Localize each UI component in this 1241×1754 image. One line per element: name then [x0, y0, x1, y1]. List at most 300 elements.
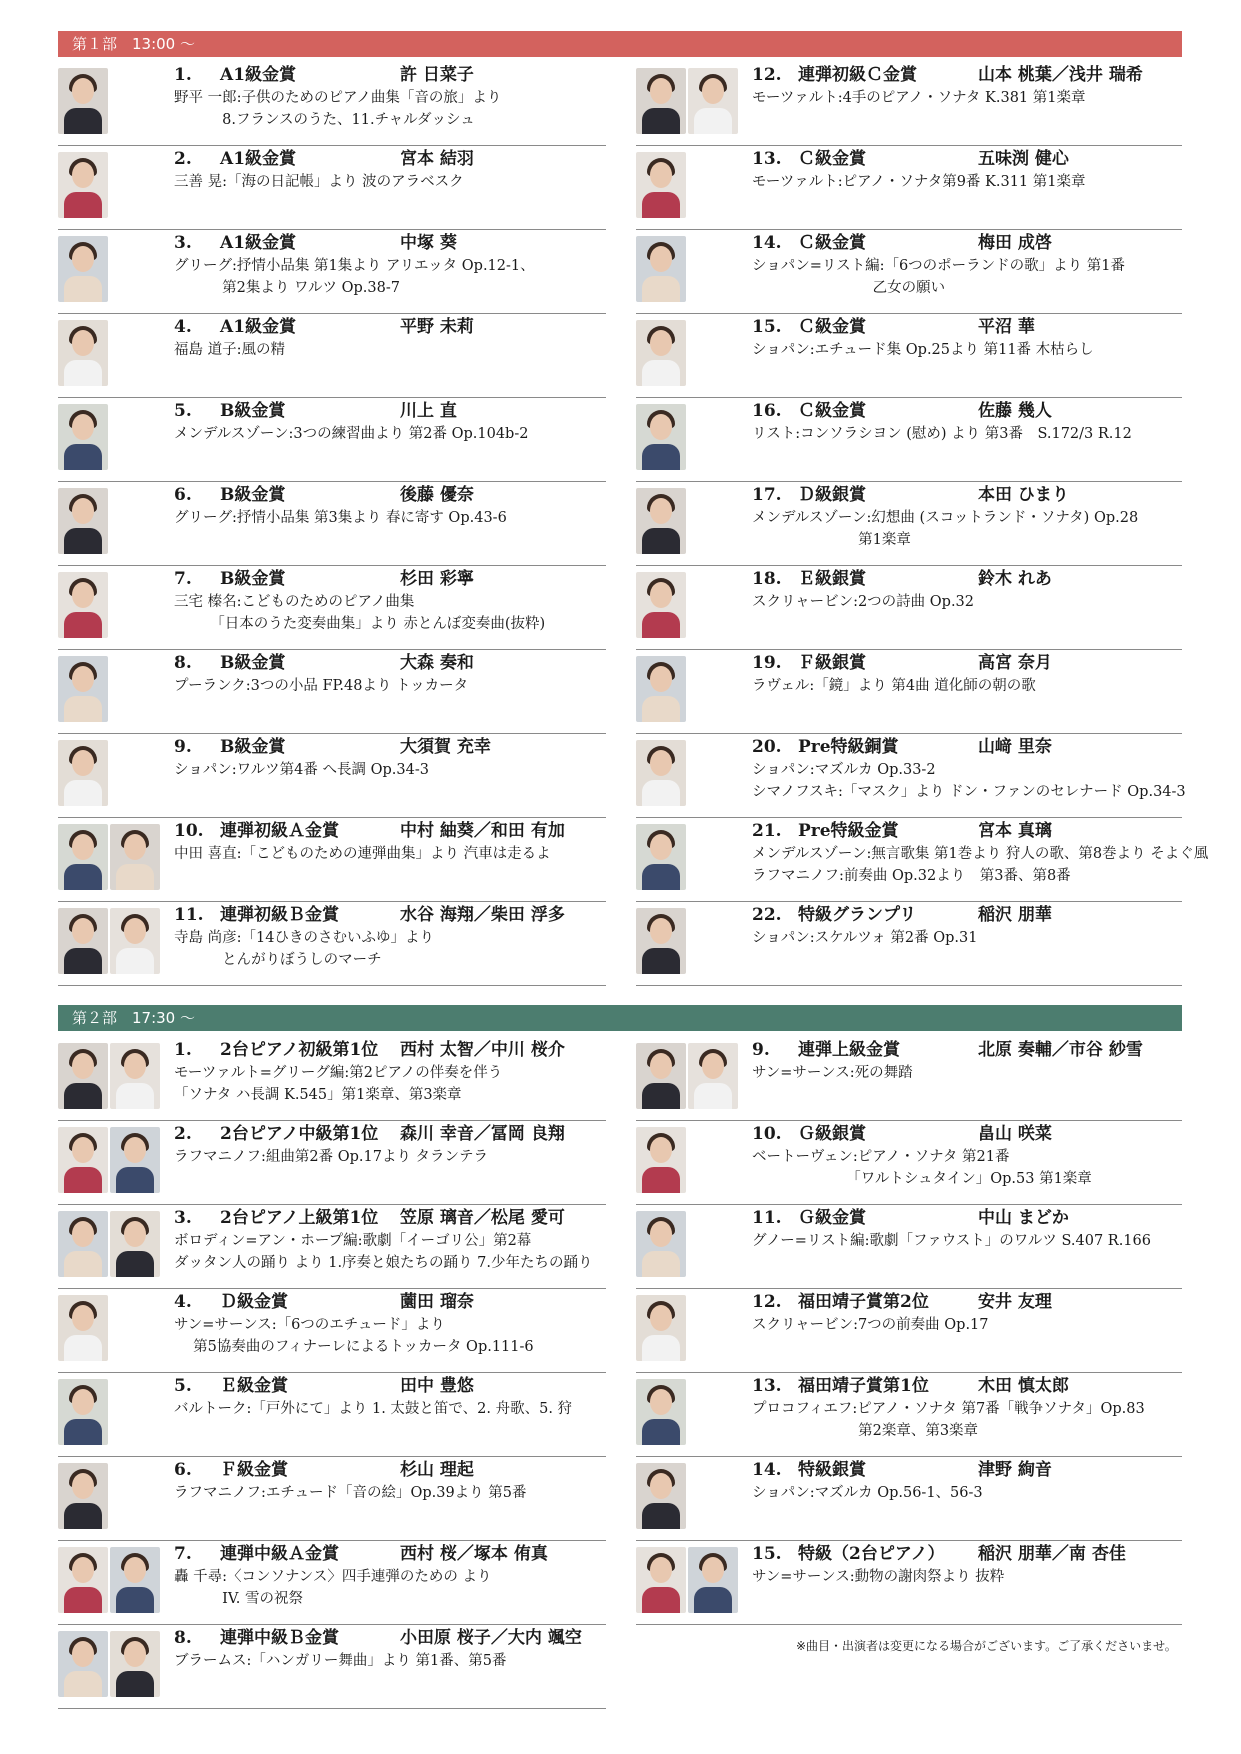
award-title: Ｃ級金賞 — [798, 149, 866, 169]
performer-photo — [58, 740, 108, 806]
award-title: Ｄ級金賞 — [220, 1292, 288, 1312]
performer-name: 鈴木 れあ — [978, 569, 1052, 589]
performer-photo — [636, 404, 686, 470]
entry-heading — [752, 1038, 1143, 1062]
performer-photo — [110, 1631, 160, 1697]
performer-photo — [58, 320, 108, 386]
piece-line: 福島 道子:風の精 — [174, 342, 285, 358]
footer-note: ※曲目・出演者は変更になる場合がございます。ご了承くださいませ。 — [796, 1639, 1177, 1653]
program-entry — [58, 902, 606, 986]
program-entry — [636, 398, 1182, 482]
entry-heading — [174, 735, 491, 759]
entry-heading — [752, 63, 1143, 87]
performer-name: 水谷 海翔／柴田 浮多 — [400, 905, 565, 925]
piece-line: シマノフスキ:「マスク」より ドン・ファンのセレナード Op.34-3 — [752, 784, 1186, 800]
performer-photo — [688, 68, 738, 134]
piece-line: メンデルスゾーン:幻想曲 (スコットランド・ソナタ) Op.28 — [752, 510, 1139, 526]
performer-name: 西村 太智／中川 桜介 — [400, 1040, 565, 1060]
performer-name: 本田 ひまり — [978, 485, 1069, 505]
program-entry — [58, 482, 606, 566]
performer-photo — [110, 824, 160, 890]
award-title: 連弾初級Ｂ金賞 — [220, 905, 339, 925]
performer-photo — [58, 1631, 108, 1697]
performer-name: 宮本 真璃 — [978, 821, 1052, 841]
performer-photos — [58, 404, 108, 470]
piece-line: ショパン:スケルツォ 第2番 Op.31 — [752, 930, 978, 946]
entry-heading — [174, 483, 507, 507]
entry-heading — [752, 819, 1208, 843]
award-title: 連弾初級Ａ金賞 — [220, 821, 339, 841]
award-title: 2台ピアノ中級第1位 — [220, 1124, 379, 1144]
piece-line: 三善 晃:「海の日記帳」より 波のアラベスク — [174, 174, 464, 190]
performer-name: 森川 幸音／冨岡 良翔 — [400, 1124, 565, 1144]
performer-photo — [636, 1295, 686, 1361]
performer-photos — [58, 824, 160, 890]
performer-name: 畠山 咲菜 — [978, 1124, 1052, 1144]
entry-number: 3. — [174, 1208, 192, 1228]
performer-photo — [636, 1043, 686, 1109]
award-title: Ｃ級金賞 — [798, 233, 866, 253]
piece-line: ベートーヴェン:ピアノ・ソナタ 第21番 — [752, 1149, 1010, 1165]
piece-line: プロコフィエフ:ピアノ・ソナタ 第7番「戦争ソナタ」Op.83 — [752, 1401, 1145, 1417]
piece-line: 第5協奏曲のフィナーレによるトッカータ Op.111-6 — [174, 1339, 534, 1355]
entry-number: 15. — [752, 317, 782, 337]
program-entry — [58, 398, 606, 482]
entry-heading — [752, 1206, 1151, 1230]
award-title: Ｇ級金賞 — [798, 1208, 866, 1228]
performer-photo — [58, 1043, 108, 1109]
entry-number: 16. — [752, 401, 782, 421]
performer-photos — [58, 320, 108, 386]
award-title: 2台ピアノ初級第1位 — [220, 1040, 379, 1060]
performer-photos — [636, 572, 686, 638]
entry-heading — [174, 1458, 527, 1482]
piece-line: モーツァルト=グリーグ編:第2ピアノの伴奏を伴う — [174, 1065, 503, 1081]
performer-name: 西村 桜／塚本 侑真 — [400, 1544, 548, 1564]
piece-line: プーランク:3つの小品 FP.48より トッカータ — [174, 678, 469, 694]
entry-number: 20. — [752, 737, 782, 757]
entry-heading — [752, 399, 1132, 423]
piece-line: バルトーク:「戸外にて」より 1. 太鼓と笛で、2. 舟歌、5. 狩 — [174, 1401, 573, 1417]
entry-heading — [174, 1542, 548, 1566]
entry-heading — [174, 1038, 565, 1062]
program-entry — [58, 734, 606, 818]
piece-line: ラヴェル:「鏡」より 第4曲 道化師の朝の歌 — [752, 678, 1036, 694]
performer-photo — [110, 1043, 160, 1109]
program-entry — [58, 1037, 606, 1121]
performer-photos — [58, 656, 108, 722]
performer-photo — [58, 1547, 108, 1613]
piece-line: ショパン:マズルカ Op.56-1、56-3 — [752, 1485, 983, 1501]
program-entry — [636, 1037, 1182, 1121]
performer-photos — [636, 908, 686, 974]
award-title: A1級金賞 — [220, 317, 297, 337]
performer-photo — [636, 1463, 686, 1529]
performer-photos — [58, 1379, 108, 1445]
performer-name: 高宮 奈月 — [978, 653, 1052, 673]
performer-photo — [688, 1547, 738, 1613]
performer-name: 大森 奏和 — [400, 653, 474, 673]
program-entry — [636, 1205, 1182, 1289]
program-entry — [58, 1457, 606, 1541]
performer-name: 宮本 結羽 — [400, 149, 474, 169]
program-entry — [58, 1625, 606, 1709]
award-title: A1級金賞 — [220, 65, 297, 85]
award-title: B級金賞 — [220, 653, 286, 673]
performer-name: 笠原 璃音／松尾 愛可 — [400, 1208, 565, 1228]
entry-heading — [752, 315, 1094, 339]
award-title: 福田靖子賞第1位 — [798, 1376, 929, 1396]
performer-photo — [636, 1211, 686, 1277]
program-entry — [58, 1373, 606, 1457]
entry-number: 5. — [174, 1376, 192, 1396]
entry-heading — [174, 1122, 565, 1146]
performer-name: 五味渕 健心 — [978, 149, 1069, 169]
performer-photo — [636, 320, 686, 386]
performer-photos — [58, 236, 108, 302]
performer-photo — [636, 488, 686, 554]
entry-heading — [752, 1374, 1145, 1398]
award-title: Pre特級金賞 — [798, 821, 899, 841]
entry-heading — [174, 567, 545, 591]
entry-heading — [174, 147, 474, 171]
entry-heading — [174, 1206, 593, 1230]
performer-photo — [636, 824, 686, 890]
award-title: B級金賞 — [220, 485, 286, 505]
award-title: 2台ピアノ上級第1位 — [220, 1208, 379, 1228]
program-entry — [636, 650, 1182, 734]
performer-photos — [636, 320, 686, 386]
performer-photos — [58, 1211, 160, 1277]
performer-photos — [58, 908, 160, 974]
program-entry — [58, 566, 606, 650]
piece-line: スクリャービン:7つの前奏曲 Op.17 — [752, 1317, 989, 1333]
entry-heading — [174, 1626, 582, 1650]
award-title: B級金賞 — [220, 737, 286, 757]
performer-photos — [636, 1295, 686, 1361]
performer-photo — [636, 908, 686, 974]
program-entry — [636, 1289, 1182, 1373]
entry-heading — [174, 231, 535, 255]
performer-photos — [636, 488, 686, 554]
entry-number: 4. — [174, 317, 192, 337]
award-title: B級金賞 — [220, 569, 286, 589]
performer-photos — [636, 656, 686, 722]
piece-line: サン=サーンス:死の舞踏 — [752, 1065, 913, 1081]
performer-photo — [110, 1127, 160, 1193]
entry-number: 10. — [752, 1124, 782, 1144]
performer-photo — [58, 488, 108, 554]
award-title: 連弾中級Ａ金賞 — [220, 1544, 339, 1564]
award-title: A1級金賞 — [220, 149, 297, 169]
entry-heading — [174, 1290, 534, 1314]
program-entry — [58, 146, 606, 230]
entry-number: 19. — [752, 653, 782, 673]
piece-line: ショパン:エチュード集 Op.25より 第11番 木枯らし — [752, 342, 1094, 358]
performer-name: 平野 未莉 — [400, 317, 474, 337]
entry-number: 8. — [174, 1628, 192, 1648]
entry-number: 21. — [752, 821, 782, 841]
award-title: Pre特級銅賞 — [798, 737, 899, 757]
performer-name: 安井 友理 — [978, 1292, 1052, 1312]
award-title: Ｄ級銀賞 — [798, 485, 866, 505]
entry-heading — [752, 147, 1085, 171]
program-entry — [58, 230, 606, 314]
piece-line: グノー=リスト編:歌劇「ファウスト」のワルツ S.407 R.166 — [752, 1233, 1151, 1249]
performer-photo — [110, 1547, 160, 1613]
performer-name: 梅田 成啓 — [978, 233, 1052, 253]
award-title: Ｆ級銀賞 — [798, 653, 866, 673]
program-entry — [636, 482, 1182, 566]
program-entry — [58, 62, 606, 146]
entry-number: 6. — [174, 1460, 192, 1480]
performer-name: 中村 紬葵／和田 有加 — [400, 821, 565, 841]
piece-line: メンデルスゾーン:3つの練習曲より 第2番 Op.104b-2 — [174, 426, 529, 442]
program-entry — [58, 314, 606, 398]
piece-line: リスト:コンソラシヨン (慰め) より 第3番 S.172/3 R.12 — [752, 426, 1132, 442]
performer-photo — [636, 236, 686, 302]
performer-photo — [636, 1379, 686, 1445]
entry-number: 2. — [174, 1124, 192, 1144]
performer-photo — [636, 572, 686, 638]
performer-name: 津野 絢音 — [978, 1460, 1052, 1480]
program-entry — [58, 1121, 606, 1205]
entry-number: 15. — [752, 1544, 782, 1564]
program-entry — [636, 1541, 1182, 1625]
entry-heading — [752, 735, 1186, 759]
performer-photos — [58, 488, 108, 554]
entry-number: 18. — [752, 569, 782, 589]
performer-photo — [636, 656, 686, 722]
performer-photo — [110, 1211, 160, 1277]
performer-photo — [58, 152, 108, 218]
program-entry — [58, 1541, 606, 1625]
performer-photos — [58, 1631, 160, 1697]
performer-photo — [636, 68, 686, 134]
piece-line: 第2集より ワルツ Op.38-7 — [174, 280, 400, 296]
performer-photos — [58, 740, 108, 806]
performer-name: 佐藤 幾人 — [978, 401, 1052, 421]
part2-header: 第２部 17:30 〜 — [58, 1005, 1182, 1031]
performer-name: 許 日菜子 — [400, 65, 474, 85]
performer-photos — [58, 572, 108, 638]
entry-number: 12. — [752, 65, 782, 85]
performer-name: 小田原 桜子／大内 颯空 — [400, 1628, 582, 1648]
piece-line: ラフマニノフ:組曲第2番 Op.17より タランテラ — [174, 1149, 489, 1165]
performer-photo — [58, 1211, 108, 1277]
performer-name: 中塚 葵 — [400, 233, 457, 253]
piece-line: ブラームス:「ハンガリー舞曲」より 第1番、第5番 — [174, 1653, 507, 1669]
performer-photo — [58, 908, 108, 974]
entry-heading — [174, 819, 565, 843]
performer-name: 薗田 瑠奈 — [400, 1292, 474, 1312]
program-entry — [636, 314, 1182, 398]
performer-photos — [636, 236, 686, 302]
performer-photo — [58, 1295, 108, 1361]
performer-photo — [110, 908, 160, 974]
program-entry — [636, 1121, 1182, 1205]
award-title: 特級グランプリ — [798, 905, 917, 925]
performer-name: 稲沢 朋華／南 杏佳 — [978, 1544, 1126, 1564]
entry-heading — [752, 483, 1138, 507]
performer-photos — [58, 1463, 108, 1529]
program-entry — [58, 650, 606, 734]
program-entry — [636, 566, 1182, 650]
piece-line: メンデルスゾーン:無言歌集 第1巻より 狩人の歌、第8巻より そよぐ風 — [752, 846, 1209, 862]
award-title: 特級銀賞 — [798, 1460, 866, 1480]
program-entry — [636, 818, 1209, 902]
performer-photos — [636, 1127, 686, 1193]
entry-number: 7. — [174, 1544, 192, 1564]
performer-name: 田中 豊悠 — [400, 1376, 474, 1396]
piece-line: ショパン=リスト編:「6つのポーランドの歌」より 第1番 — [752, 258, 1126, 274]
performer-photo — [58, 824, 108, 890]
program-entry — [636, 230, 1182, 314]
piece-line: 第2楽章、第3楽章 — [752, 1423, 979, 1439]
performer-photos — [58, 1043, 160, 1109]
entry-number: 10. — [174, 821, 204, 841]
performer-name: 北原 奏輔／市谷 紗雪 — [978, 1040, 1143, 1060]
performer-name: 平沼 華 — [978, 317, 1035, 337]
piece-line: 野平 一郎:子供のためのピアノ曲集「音の旅」より — [174, 90, 502, 106]
award-title: Ｇ級銀賞 — [798, 1124, 866, 1144]
entry-number: 12. — [752, 1292, 782, 1312]
entry-heading — [174, 399, 528, 423]
piece-line: 第1楽章 — [752, 532, 911, 548]
performer-name: 稲沢 朋華 — [978, 905, 1052, 925]
performer-photos — [636, 1547, 738, 1613]
entry-number: 22. — [752, 905, 782, 925]
piece-line: 「日本のうた変奏曲集」より 赤とんぼ変奏曲(抜粋) — [174, 616, 546, 632]
piece-line: グリーグ:抒情小品集 第3集より 春に寄す Op.43-6 — [174, 510, 507, 526]
performer-name: 木田 慎太郎 — [978, 1376, 1069, 1396]
performer-photos — [636, 1463, 686, 1529]
performer-photo — [58, 1379, 108, 1445]
performer-photo — [636, 152, 686, 218]
performer-photo — [636, 1127, 686, 1193]
entry-heading — [174, 903, 565, 927]
entry-number: 5. — [174, 401, 192, 421]
entry-number: 14. — [752, 233, 782, 253]
piece-line: スクリャービン:2つの詩曲 Op.32 — [752, 594, 975, 610]
entry-number: 17. — [752, 485, 782, 505]
performer-photos — [636, 824, 686, 890]
award-title: B級金賞 — [220, 401, 286, 421]
entry-number: 3. — [174, 233, 192, 253]
piece-line: 三宅 榛名:こどものためのピアノ曲集 — [174, 594, 415, 610]
entry-number: 11. — [174, 905, 204, 925]
program-entry — [636, 902, 1182, 986]
performer-photos — [58, 152, 108, 218]
entry-heading — [174, 63, 501, 87]
performer-photos — [636, 68, 738, 134]
program-entry — [636, 1373, 1182, 1457]
award-title: 連弾初級Ｃ金賞 — [798, 65, 917, 85]
entry-number: 4. — [174, 1292, 192, 1312]
performer-photo — [58, 572, 108, 638]
performer-photo — [58, 404, 108, 470]
performer-photos — [636, 1043, 738, 1109]
award-title: 特級（2台ピアノ） — [798, 1544, 945, 1564]
award-title: Ｆ級金賞 — [220, 1460, 288, 1480]
piece-line: 寺島 尚彦:「14ひきのさむいふゆ」より — [174, 930, 434, 946]
performer-name: 大須賀 充幸 — [400, 737, 491, 757]
performer-photos — [636, 1211, 686, 1277]
performer-photo — [58, 236, 108, 302]
piece-line: ボロディン=アン・ホープ編:歌劇「イーゴリ公」第2幕 — [174, 1233, 532, 1249]
entry-heading — [174, 651, 474, 675]
piece-line: とんがりぼうしのマーチ — [174, 952, 382, 968]
performer-name: 山本 桃葉／浅井 瑞希 — [978, 65, 1143, 85]
piece-line: サン=サーンス:「6つのエチュード」より — [174, 1317, 445, 1333]
piece-line: 8.フランスのうた、11.チャルダッシュ — [174, 112, 475, 128]
piece-line: サン=サーンス:動物の謝肉祭より 抜粋 — [752, 1569, 1005, 1585]
piece-line: ラフマニノフ:エチュード「音の絵」Op.39より 第5番 — [174, 1485, 527, 1501]
part1-header: 第１部 13:00 〜 — [58, 31, 1182, 57]
performer-photo — [58, 1127, 108, 1193]
entry-heading — [752, 1122, 1092, 1146]
performer-name: 杉田 彩寧 — [400, 569, 474, 589]
entry-heading — [752, 231, 1125, 255]
performer-photo — [58, 1463, 108, 1529]
entry-number: 11. — [752, 1208, 782, 1228]
program-entry — [58, 1289, 606, 1373]
program-entry — [636, 734, 1186, 818]
piece-line: 中田 喜直:「こどものための連弾曲集」より 汽車は走るよ — [174, 846, 551, 862]
entry-number: 1. — [174, 65, 192, 85]
performer-name: 川上 直 — [400, 401, 457, 421]
piece-line: ショパン:マズルカ Op.33-2 — [752, 762, 936, 778]
program-entry — [58, 818, 606, 902]
entry-heading — [752, 567, 1052, 591]
performer-name: 中山 まどか — [978, 1208, 1069, 1228]
piece-line: グリーグ:抒情小品集 第1集より アリエッタ Op.12-1、 — [174, 258, 535, 274]
performer-name: 後藤 優奈 — [400, 485, 474, 505]
performer-photo — [636, 740, 686, 806]
entry-number: 6. — [174, 485, 192, 505]
program-entry — [58, 1205, 606, 1289]
entry-heading — [174, 315, 474, 339]
entry-heading — [752, 651, 1052, 675]
program-entry — [636, 1457, 1182, 1541]
entry-heading — [752, 903, 1052, 927]
performer-photos — [58, 1127, 160, 1193]
award-title: A1級金賞 — [220, 233, 297, 253]
award-title: 福田靖子賞第2位 — [798, 1292, 929, 1312]
performer-name: 山﨑 里奈 — [978, 737, 1052, 757]
award-title: 連弾中級Ｂ金賞 — [220, 1628, 339, 1648]
entry-number: 7. — [174, 569, 192, 589]
performer-photos — [636, 1379, 686, 1445]
piece-line: IV. 雪の祝祭 — [174, 1591, 303, 1607]
piece-line: 轟 千尋:〈コンソナンス〉四手連弾のための より — [174, 1569, 492, 1585]
performer-photo — [58, 656, 108, 722]
performer-photos — [636, 152, 686, 218]
entry-number: 13. — [752, 149, 782, 169]
program-entry — [636, 62, 1182, 146]
award-title: Ｅ級金賞 — [220, 1376, 288, 1396]
entry-number: 9. — [752, 1040, 770, 1060]
performer-photos — [58, 1547, 160, 1613]
award-title: 連弾上級金賞 — [798, 1040, 900, 1060]
performer-photos — [58, 68, 108, 134]
entry-number: 1. — [174, 1040, 192, 1060]
entry-number: 14. — [752, 1460, 782, 1480]
performer-photo — [688, 1043, 738, 1109]
entry-number: 9. — [174, 737, 192, 757]
performer-name: 杉山 理起 — [400, 1460, 474, 1480]
piece-line: 「ワルトシュタイン」Op.53 第1楽章 — [752, 1171, 1092, 1187]
